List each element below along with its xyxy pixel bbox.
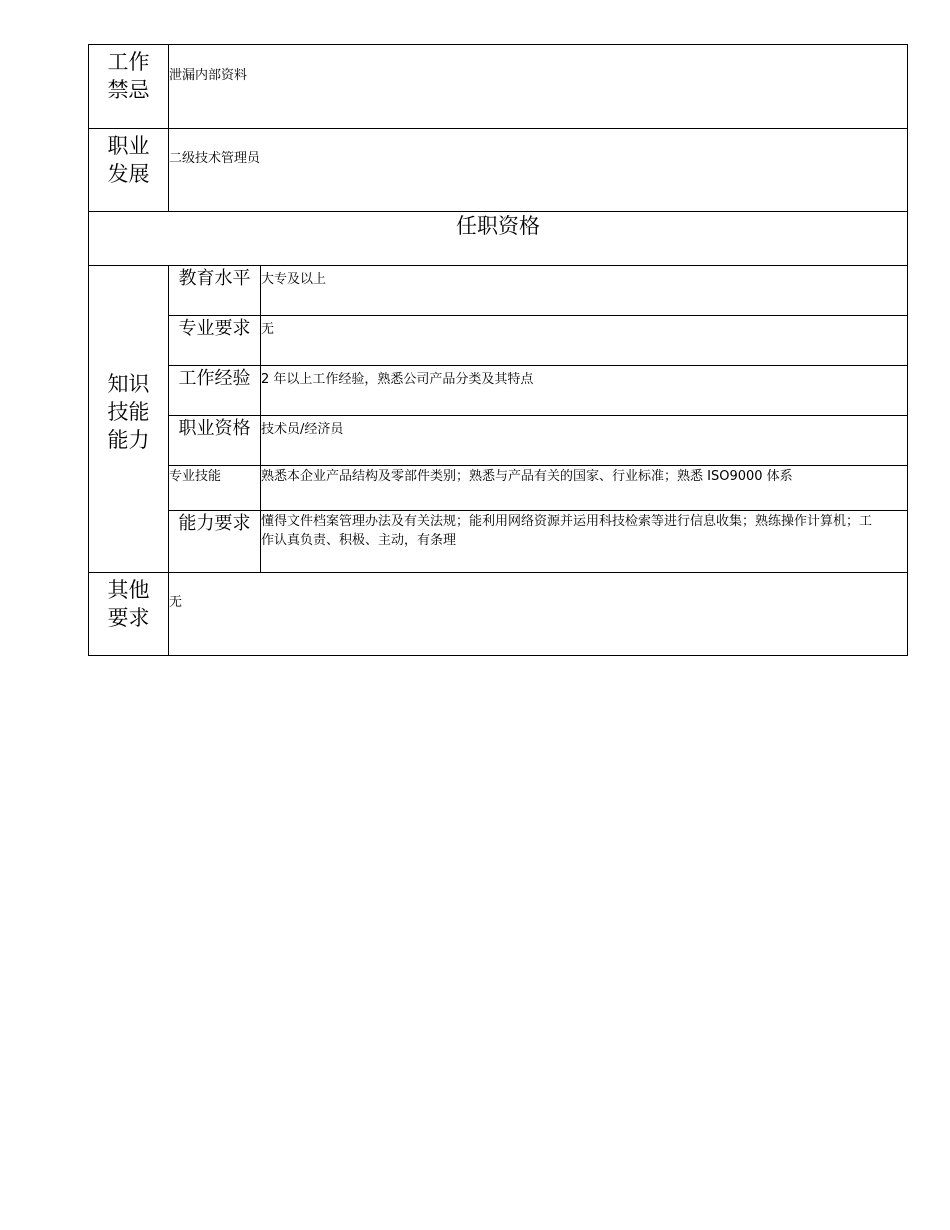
section-title: 任职资格 (89, 212, 908, 266)
work-experience-label: 工作经验 (169, 366, 261, 416)
row-professional-skills (89, 466, 908, 511)
career-development-value: 二级技术管理员 (169, 129, 908, 212)
row-ability-requirement (89, 511, 908, 573)
education-value: 大专及以上 (261, 266, 908, 316)
job-description-table (88, 44, 908, 656)
professional-skills-value: 熟悉本企业产品结构及零部件类别；熟悉与产品有关的国家、行业标准；熟悉 ISO9000 体系 (261, 466, 908, 511)
row-work-experience (89, 366, 908, 416)
ability-requirement-value: 懂得文件档案管理办法及有关法规；能利用网络资源并运用科技检索等进行信息收集；熟练操作计算机；工作认真负责、积极、主动，有条理 (261, 511, 908, 573)
row-career-development (89, 129, 908, 212)
other-requirements-label (89, 573, 169, 656)
knowledge-skills-label-text: 知识 技能 能力 (107, 372, 150, 452)
major-requirement-label: 专业要求 (169, 316, 261, 366)
row-major-requirement (89, 316, 908, 366)
knowledge-skills-label (89, 266, 169, 573)
row-education (89, 266, 908, 316)
work-taboo-label-text: 工作 禁忌 (107, 50, 150, 102)
education-label: 教育水平 (169, 266, 261, 316)
row-qualification (89, 416, 908, 466)
work-taboo-label (89, 45, 169, 129)
ability-requirement-label: 能力要求 (169, 511, 261, 573)
major-requirement-value: 无 (261, 316, 908, 366)
qualification-label: 职业资格 (169, 416, 261, 466)
other-requirements-label-text: 其他 要求 (107, 578, 150, 630)
work-experience-value: 2 年以上工作经验，熟悉公司产品分类及其特点 (261, 366, 908, 416)
row-work-taboo (89, 45, 908, 129)
row-other-requirements (89, 573, 908, 656)
row-section-title (89, 212, 908, 266)
qualification-value: 技术员/经济员 (261, 416, 908, 466)
career-development-label (89, 129, 169, 212)
career-development-label-text: 职业 发展 (107, 134, 150, 186)
work-taboo-value: 泄漏内部资料 (169, 45, 908, 129)
professional-skills-label: 专业技能 (169, 466, 261, 511)
other-requirements-value: 无 (169, 573, 908, 656)
